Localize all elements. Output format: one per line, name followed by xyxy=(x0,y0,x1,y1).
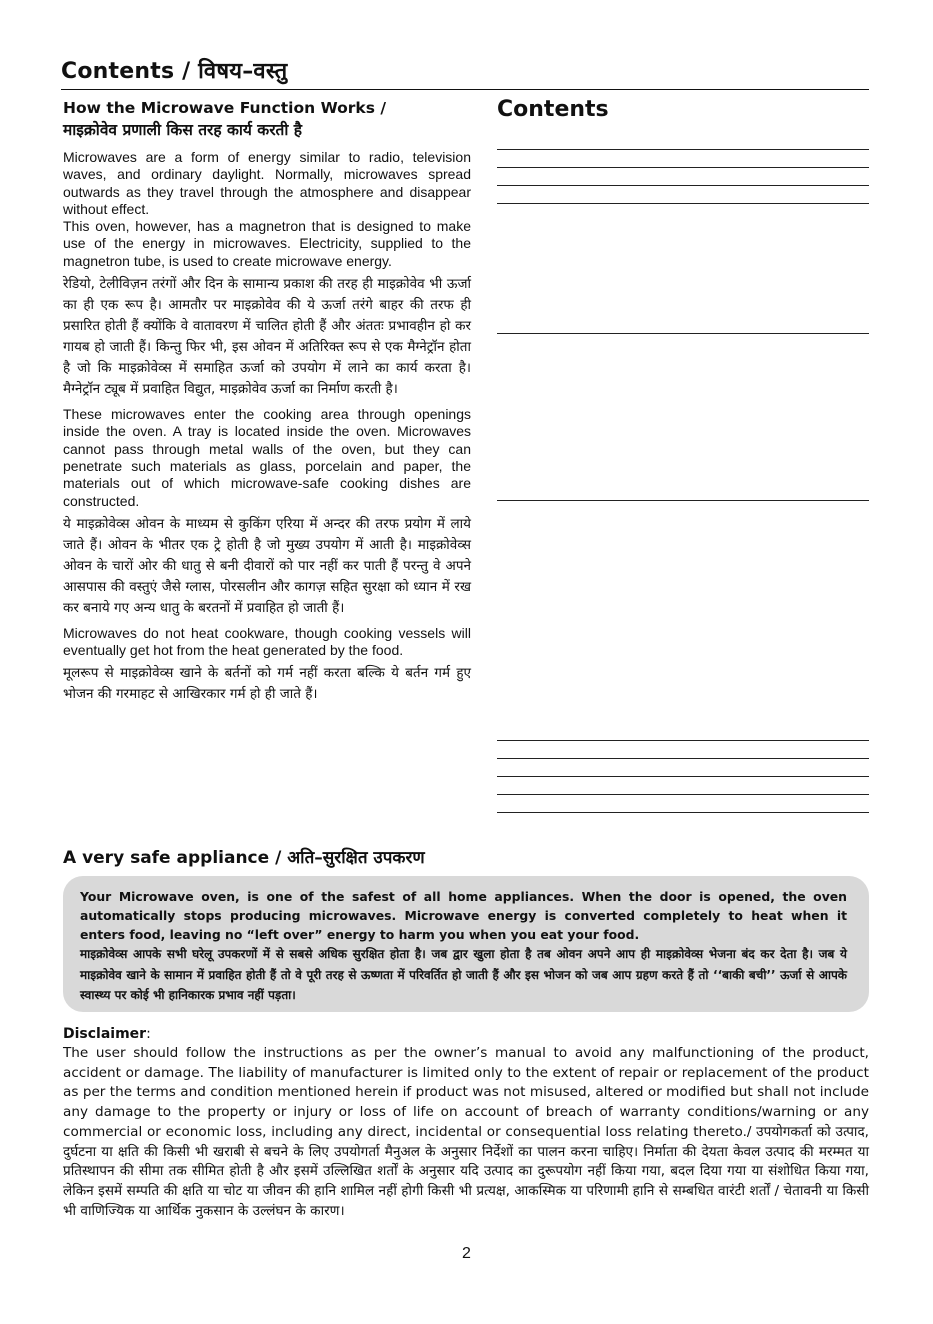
disclaimer-section xyxy=(63,1024,869,1221)
contents-rule xyxy=(497,758,869,759)
page-number: 2 xyxy=(462,1245,471,1262)
contents-rule xyxy=(497,812,869,813)
contents-rule xyxy=(497,185,869,186)
disclaimer-colon: : xyxy=(146,1026,151,1042)
disclaimer-heading xyxy=(63,1024,869,1044)
section-title-hi: माइक्रोवेव प्रणाली किस तरह कार्य करती है xyxy=(63,121,303,139)
contents-rule xyxy=(497,776,869,777)
contents-rule xyxy=(497,149,869,150)
disclaimer-text: The user should follow the instructions as per the owner’s manual to avoid any malfunctioning of the product, accident or damage. The liability of manufacturer is limited only to the extent of repair or replacement of the product as per the terms and condition mentioned herein if product was not misused, altered or modified but shall not include any damage to the property or injury or loss of life on account of breach of warranty conditions/warning or any commercial or economic loss, including any direct, incidental or consequential loss relating thereto./ उपयोगकर्ता को उत्पाद, दुर्घटना या क्षति की किसी भी खराबी से बचने के लिए उपयोगर्ता मैनुअल के अनुसार निर्देशों का पालन करना चाहिए। निर्माता की देयता केवल उत्पाद की मरम्मत या प्रतिस्थापन की सीमा तक सीमित होती है और इसमें उल्लिखित शर्तों के अनुसार यदि उत्पाद का दुरूपयोग नहीं किया गया, बदल दिया गया या संशोधित किया गया, लेकिन इसमें सम्पति की क्षति या चोट या जीवन की हानि शामिल नहीं होगी किसी भी प्रत्यक्ष, आकस्मिक या परिणामी हानि से सम्बधित वारंटी शर्तों / चेतावनी या किसी भी वाणिज्यिक या आर्थिक नुकसान के उल्लंघन के कारण। xyxy=(63,1045,869,1219)
section-title-en: How the Microwave Function Works / xyxy=(63,99,387,117)
paragraph-hi-3: मूलरूप से माइक्रोवेव्स खाने के बर्तनों को गर्म नहीं करता बल्कि ये बर्तन गर्म हुए भोजन की गरमाहट से आखिरकार गर्म हो ही जाते हैं। xyxy=(63,665,471,703)
disclaimer-title: Disclaimer xyxy=(63,1026,147,1042)
contents-rule xyxy=(497,333,869,334)
safe-appliance-title: A very safe appliance / अति–सुरक्षित उपकरण xyxy=(63,848,425,868)
contents-panel xyxy=(497,95,869,820)
paragraph-hi-2: ये माइक्रोवेव्स ओवन के माध्यम से कुकिंग एरिया में अन्दर की तरफ प्रयोग में लाये जाते हैं। ओवन के भीतर एक ट्रे होती है जो मुख्य उपयोग में आती है। माइक्रोवेव्स ओवन के चारों ओर की धातु से बनी दीवारों को पार नहीं कर पाती हैं परन्तु वे अपने आसपास की वस्तुएं जैसे ग्लास, पोरसलीन और कागज़ सहित सुरक्षा को ध्यान में रख कर बनाये गए अन्य धातु के बरतनों में प्रवाहित हो जाती हैं। xyxy=(63,515,471,616)
safe-appliance-box xyxy=(63,876,869,1012)
microwave-function-section xyxy=(63,97,471,705)
safe-text-hi: माइक्रोवेव्स आपके सभी घरेलू उपकरणों में से सबसे अधिक सुरक्षित होता है। जब द्वार खुला होता है तब ओवन अपने आप ही माइक्रोवेव्स भेजना बंद कर देता है। जब ये माइक्रोवेव खाने के सामान में प्रवाहित होती हैं तो वे पूरी तरह से ऊष्णता में परिवर्तित हो जाती हैं और इस भोजन को जब आप ग्रहण करते हैं तो ‘‘बाकी बची’’ ऊर्जा से आपके स्वास्थ्य पर कोई भी हानिकारक प्रभाव नहीं पड़ता। xyxy=(80,947,847,1002)
contents-rule xyxy=(497,794,869,795)
paragraph-en-4: Microwaves do not heat cookware, though cooking vessels will eventually get hot from the heat generated by the food. xyxy=(63,624,471,659)
safe-text-en: Your Microwave oven, is one of the safest of all home appliances. When the door is opened, the oven automatically stops producing microwaves. Microwave energy is converted completely to heat when it enters food, leaving no “left over” energy to harm you when you eat your food. xyxy=(80,889,847,942)
contents-rule xyxy=(497,740,869,741)
contents-rule xyxy=(497,203,869,204)
page-title: Contents / विषय–वस्तु xyxy=(61,59,288,84)
paragraph-en-3: These microwaves enter the cooking area through openings inside the oven. A tray is located inside the oven. Microwaves cannot pass through metal walls of the oven, but they can penetrate such materials as glass, porcelain and paper, the materials out of which microwave-safe cooking dishes are constructed. xyxy=(63,406,471,509)
contents-rule xyxy=(497,500,869,501)
paragraph-en-1: Microwaves are a form of energy similar to radio, television waves, and ordinary daylight. Normally, microwaves spread outwards as they travel through the atmosphere and disappear without effect. xyxy=(63,149,471,217)
contents-heading: Contents xyxy=(497,97,609,122)
paragraph-en-2: This oven, however, has a magnetron that is designed to make use of the energy in microwaves. Electricity, supplied to the magnetron tube, is used to create microwave energy. xyxy=(63,218,471,269)
paragraph-hi-1: रेडियो, टेलीविज़न तरंगों और दिन के सामान्य प्रकाश की तरह ही माइक्रोवेव भी ऊर्जा का ही एक रूप है। आमतौर पर माइक्रोवेव की ये ऊर्जा तरंगे बाहर की तरफ ही प्रसारित होती हैं क्योंकि वे वातावरण में चालित होती हैं और अंततः प्रभावहीन हो कर गायब हो जाती हैं। किन्तु फिर भी, इस ओवन में अतिरिक्त रूप से एक मैग्नेट्रॉन होता है जो कि माइक्रोवेव्स में समाहित ऊर्जा को उपयोग में लाने का कार्य करता है। मैग्नेट्रॉन ट्यूब में प्रवाहित विद्युत, माइक्रोवेव ऊर्जा का निर्माण करती है। xyxy=(63,276,471,398)
contents-rule xyxy=(497,167,869,168)
page-header xyxy=(61,57,869,90)
